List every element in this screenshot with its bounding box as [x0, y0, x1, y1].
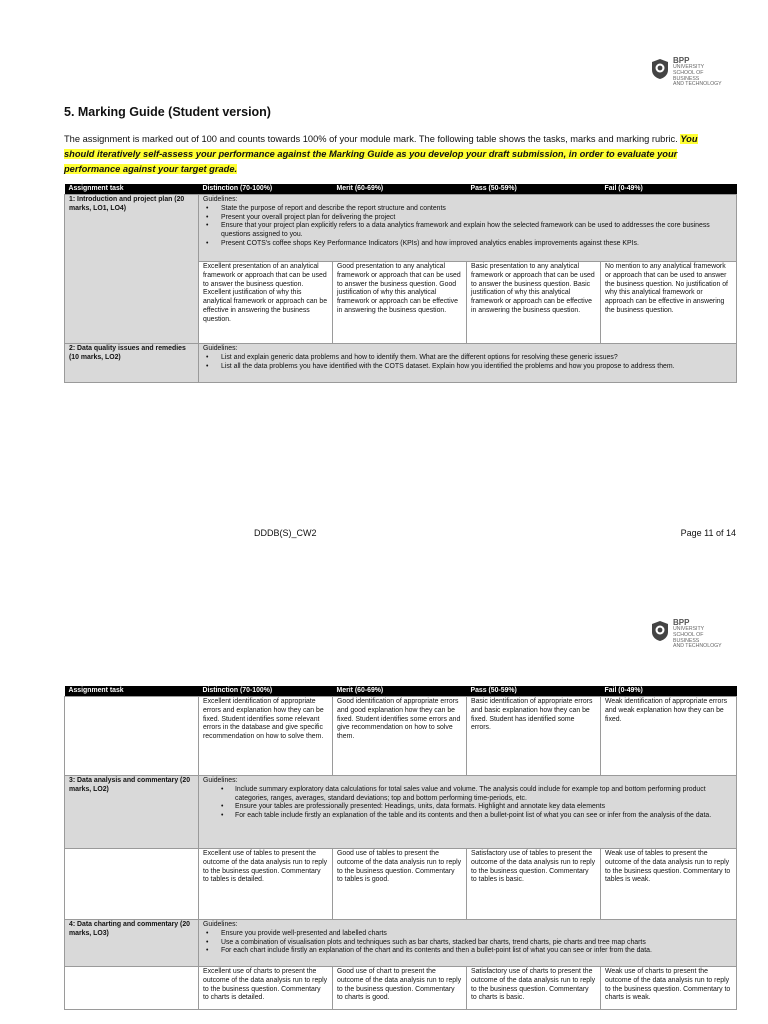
task-title: 2: Data quality issues and remedies (10 marks, LO2) — [65, 344, 199, 383]
table-row — [65, 920, 737, 967]
col-header-pass: Pass (50-59%) — [467, 686, 601, 697]
guidelines-cell — [199, 920, 737, 967]
guidelines-label: Guidelines: — [203, 345, 238, 352]
table-row — [65, 849, 737, 920]
list-item: • List and explain generic data problems and how to identify them. What are the different options for resolving these generic issues? — [203, 354, 732, 363]
table-row — [65, 195, 737, 262]
merit-cell: Good use of chart to present the outcome of the data analysis run to reply to the business question. Commentary to charts is good. — [333, 967, 467, 1010]
col-header-fail: Fail (0-49%) — [601, 184, 737, 195]
list-item: • Use a combination of visualisation plots and techniques such as bar charts, stacked bar charts, trend charts, pie charts and tree map charts — [203, 939, 732, 948]
task-title-empty — [65, 967, 199, 1010]
guidelines-cell — [199, 195, 737, 262]
page-gap — [0, 580, 768, 612]
list-item: • For each chart include firstly an explanation of the chart and its contents and then a bullet-point list of what you can see or infer from the data. — [203, 947, 732, 956]
table-row — [65, 344, 737, 383]
intro-text: The assignment is marked out of 100 and counts towards 100% of your module mark. The following table shows the tasks, marks and marking rubric. — [64, 134, 681, 144]
guidelines-list — [203, 930, 732, 956]
col-header-pass: Pass (50-59%) — [467, 184, 601, 195]
pass-cell: Basic identification of appropriate errors and basic explanation how they can be fixed. Student has identified some errors. — [467, 697, 601, 776]
fail-cell: Weak identification of appropriate errors and weak explanation how they can be fixed. — [601, 697, 737, 776]
task-title-empty — [65, 697, 199, 776]
list-item: • Present COTS's coffee shops Key Performance Indicators (KPIs) and how improved analytics enables improvements against these KPIs. — [203, 240, 732, 249]
list-item: • Present your overall project plan for delivering the project — [203, 214, 732, 223]
table-header-row — [65, 686, 737, 697]
logo-subtitle: UNIVERSITY SCHOOL OF BUSINESS AND TECHNOLOGY — [673, 626, 722, 650]
guidelines-cell — [199, 344, 737, 383]
intro-highlight: You should iteratively self-assess your performance against the Marking Guide as you develop your draft submission, in order to evaluate your performance against your target grade. — [64, 134, 698, 174]
col-header-task: Assignment task — [65, 686, 199, 697]
list-item: • Ensure you provide well-presented and labelled charts — [203, 930, 732, 939]
table-row — [65, 776, 737, 849]
section-heading: 5. Marking Guide (Student version) — [64, 105, 271, 119]
task-title: 3: Data analysis and commentary (20 marks, LO2) — [65, 776, 199, 849]
intro-paragraph — [64, 132, 728, 176]
list-item: • State the purpose of report and describe the report structure and contents — [203, 205, 732, 214]
guidelines-label: Guidelines: — [203, 777, 238, 784]
table-row — [65, 697, 737, 776]
distinction-cell: Excellent use of charts to present the outcome of the data analysis run to reply to the business question. Commentary to charts is detailed. — [199, 967, 333, 1010]
distinction-cell: Excellent use of tables to present the outcome of the data analysis run to reply to the business question. Commentary to tables is detailed. — [199, 849, 333, 920]
task-title: 4: Data charting and commentary (20 marks, LO3) — [65, 920, 199, 967]
table-header-row — [65, 184, 737, 195]
guidelines-list — [203, 786, 732, 821]
logo-brand: BPP — [673, 618, 690, 627]
footer-doc-code: DDDB(S)_CW2 — [254, 528, 317, 538]
footer-page-number: Page 11 of 14 — [680, 528, 736, 538]
fail-cell: Weak use of tables to present the outcome of the data analysis run to reply to the business question. Commentary to tables is weak. — [601, 849, 737, 920]
col-header-merit: Merit (60-69%) — [333, 184, 467, 195]
fail-cell: Weak use of charts to present the outcome of the data analysis run to reply to the business question. Commentary to charts is weak. — [601, 967, 737, 1010]
task-title: 1: Introduction and project plan (20 marks, LO1, LO4) — [65, 195, 199, 344]
list-item: • Ensure that your project plan explicitly refers to a data analytics framework and explain how the selected framework can be used to addresses the core business questions assigned to you. — [203, 222, 732, 240]
merit-cell: Good identification of appropriate errors and good explanation how they can be fixed. Student identifies some errors and give recommendation on how to solve them. — [333, 697, 467, 776]
bpp-logo — [650, 56, 730, 86]
lion-crest-icon — [650, 620, 670, 642]
lion-crest-icon — [650, 58, 670, 80]
bpp-logo — [650, 618, 730, 648]
fail-cell: No mention to any analytical framework or approach that can be used to answer the business question. No justification of why this analytical framework or approach can be effective in answering the business question. — [601, 262, 737, 344]
pass-cell: Basic presentation to any analytical framework or approach that can be used to answer the business question. Basic justification of why this analytical framework or approach can be effective in answering the business question. — [467, 262, 601, 344]
guidelines-list — [203, 354, 732, 372]
merit-cell: Good use of tables to present the outcome of the data analysis run to reply to the business question. Commentary to tables is good. — [333, 849, 467, 920]
marking-guide-table-1 — [64, 184, 737, 383]
task-title-empty — [65, 849, 199, 920]
pass-cell: Satisfactory use of tables to present the outcome of the data analysis run to reply to the business question. Commentary to tables is basic. — [467, 849, 601, 920]
col-header-fail: Fail (0-49%) — [601, 686, 737, 697]
pass-cell: Satisfactory use of charts to present the outcome of the data analysis run to reply to the business question. Commentary to charts is basic. — [467, 967, 601, 1010]
marking-guide-table-2 — [64, 686, 737, 1010]
list-item: • Include summary exploratory data calculations for total sales value and volume. The analysis could include for example top and bottom performing product categories, ranges, averages, standard deviations; top and bottom performing time-periods, etc. — [203, 786, 732, 804]
col-header-distinction: Distinction (70-100%) — [199, 686, 333, 697]
guidelines-cell — [199, 776, 737, 849]
document-page-2 — [0, 612, 768, 1024]
table-row — [65, 967, 737, 1010]
logo-brand: BPP — [673, 56, 690, 65]
guidelines-label: Guidelines: — [203, 921, 238, 928]
col-header-distinction: Distinction (70-100%) — [199, 184, 333, 195]
logo-subtitle: UNIVERSITY SCHOOL OF BUSINESS AND TECHNOLOGY — [673, 64, 722, 88]
list-item: • Ensure your tables are professionally presented: Headings, units, data formats. Highlight and annotate key data elements — [203, 803, 732, 812]
guidelines-label: Guidelines: — [203, 196, 238, 203]
distinction-cell: Excellent presentation of an analytical framework or approach that can be used to answer the business question. Excellent justification of why this analytical framework or approach can be effective in answering the business question. — [199, 262, 333, 344]
list-item: • List all the data problems you have identified with the COTS dataset. Explain how you identified the problems and how you propose to address them. — [203, 363, 732, 372]
col-header-task: Assignment task — [65, 184, 199, 195]
col-header-merit: Merit (60-69%) — [333, 686, 467, 697]
distinction-cell: Excellent identification of appropriate errors and explanation how they can be fixed. Student identifies some relevant errors in the database and give specific recommendation on how to solve them. — [199, 697, 333, 776]
list-item: • For each table include firstly an explanation of the table and its contents and then a bullet-point list of what you can see or infer from the analysis of the data. — [203, 812, 732, 821]
merit-cell: Good presentation to any analytical framework or approach that can be used to answer the business question. Good justification of why this analytical framework or approach can be effective in answering the business question. — [333, 262, 467, 344]
guidelines-list — [203, 205, 732, 249]
